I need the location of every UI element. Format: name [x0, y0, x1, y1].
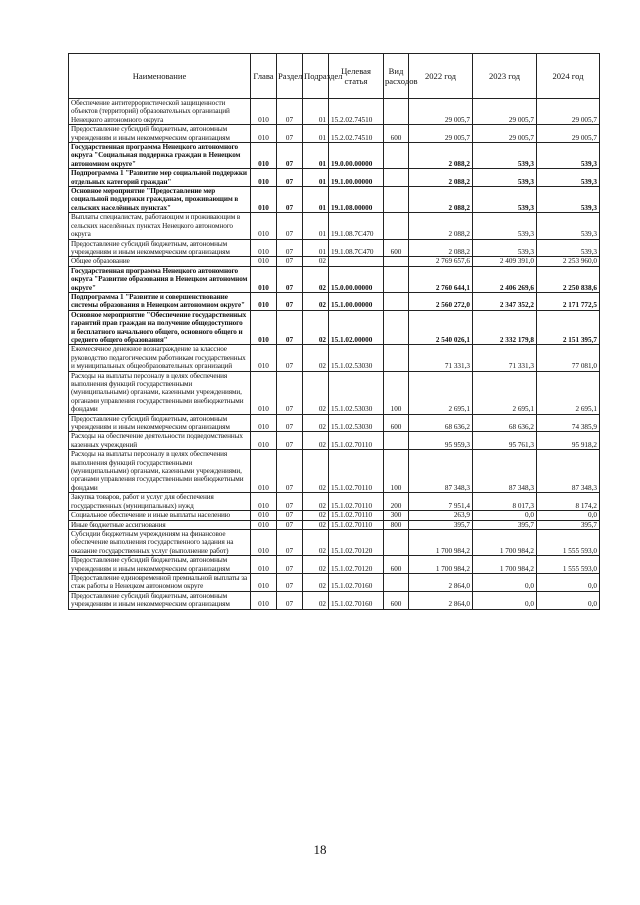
row-value-2022: 1 700 984,2: [409, 529, 473, 555]
row-expense-type: [384, 99, 409, 125]
row-glava: 010: [251, 169, 277, 187]
row-glava: 010: [251, 257, 277, 266]
header-2023: 2023 год: [473, 54, 537, 99]
row-value-2023: 2 347 352,2: [473, 292, 537, 310]
row-target-article: 15.1.00.00000: [329, 292, 384, 310]
row-value-2023: 1 700 984,2: [473, 529, 537, 555]
row-target-article: 15.2.02.74510: [329, 125, 384, 143]
row-value-2024: 95 918,2: [537, 432, 600, 450]
row-razdel: 07: [277, 169, 303, 187]
row-glava: 010: [251, 493, 277, 511]
table-row: [69, 345, 600, 371]
row-value-2022: 87 348,3: [409, 450, 473, 493]
row-value-2023: 539,3: [473, 213, 537, 239]
row-name: Выплаты специалистам, работающим и проживающим в сельских населённых пунктах Ненецкого автономного округа: [69, 213, 251, 239]
row-expense-type: [384, 266, 409, 292]
row-podrazdel: 02: [303, 450, 329, 493]
table-body: [69, 99, 600, 610]
row-value-2024: 29 005,7: [537, 99, 600, 125]
row-value-2023: 539,3: [473, 169, 537, 187]
row-value-2024: 0,0: [537, 573, 600, 591]
row-expense-type: [384, 213, 409, 239]
row-value-2023: 1 700 984,2: [473, 556, 537, 574]
row-razdel: 07: [277, 99, 303, 125]
row-glava: 010: [251, 310, 277, 345]
row-value-2024: 539,3: [537, 169, 600, 187]
row-name: Закупка товаров, работ и услуг для обеспечения государственных (муниципальных) нужд: [69, 493, 251, 511]
row-value-2024: 2 250 838,6: [537, 266, 600, 292]
row-razdel: 07: [277, 213, 303, 239]
row-name: Обеспечение антитеррористической защищенности объектов (территорий) образовательных организаций Ненецкого автономного округа: [69, 99, 251, 125]
row-value-2022: 2 695,1: [409, 371, 473, 414]
row-value-2022: 2 088,2: [409, 239, 473, 257]
row-value-2024: 8 174,2: [537, 493, 600, 511]
row-podrazdel: 02: [303, 511, 329, 520]
row-name: Ежемесячное денежное вознаграждение за классное руководство педагогическим работникам государственных и муниципальных общеобразовательных организаций: [69, 345, 251, 371]
row-razdel: 07: [277, 573, 303, 591]
row-value-2024: 74 385,9: [537, 414, 600, 432]
row-name: Предоставление субсидий бюджетным, автономным учреждениям и иным некоммерческим организациям: [69, 556, 251, 574]
row-razdel: 07: [277, 143, 303, 169]
row-value-2022: 2 769 657,6: [409, 257, 473, 266]
row-value-2024: 539,3: [537, 187, 600, 213]
row-name: Предоставление субсидий бюджетным, автономным учреждениям и иным некоммерческим организациям: [69, 591, 251, 609]
row-target-article: 19.1.08.00000: [329, 187, 384, 213]
row-podrazdel: 01: [303, 99, 329, 125]
table-row: [69, 143, 600, 169]
row-value-2023: 29 005,7: [473, 125, 537, 143]
row-podrazdel: 02: [303, 345, 329, 371]
row-value-2024: 0,0: [537, 511, 600, 520]
row-value-2023: 2 406 269,6: [473, 266, 537, 292]
row-razdel: 07: [277, 239, 303, 257]
row-expense-type: [384, 187, 409, 213]
row-value-2022: 7 951,4: [409, 493, 473, 511]
header-expense-type: Вид расходов: [384, 54, 409, 99]
row-value-2022: 29 005,7: [409, 125, 473, 143]
row-razdel: 07: [277, 371, 303, 414]
row-value-2024: 29 005,7: [537, 125, 600, 143]
row-podrazdel: 01: [303, 143, 329, 169]
table-row: [69, 169, 600, 187]
table-row: [69, 371, 600, 414]
row-podrazdel: 02: [303, 520, 329, 529]
table-row: [69, 529, 600, 555]
table-row: [69, 292, 600, 310]
row-value-2022: 95 959,3: [409, 432, 473, 450]
row-name: Предоставление единовременной премиальной выплаты за стаж работы в Ненецком автономном округе: [69, 573, 251, 591]
row-razdel: 07: [277, 591, 303, 609]
row-value-2022: 2 088,2: [409, 213, 473, 239]
row-glava: 010: [251, 591, 277, 609]
row-podrazdel: 02: [303, 591, 329, 609]
row-glava: 010: [251, 529, 277, 555]
row-target-article: 15.1.02.53030: [329, 414, 384, 432]
table-row: [69, 432, 600, 450]
row-target-article: 19.0.00.00000: [329, 143, 384, 169]
header-2022: 2022 год: [409, 54, 473, 99]
row-value-2023: 71 331,3: [473, 345, 537, 371]
header-razdel: Раздел: [277, 54, 303, 99]
row-glava: 010: [251, 239, 277, 257]
row-value-2024: 539,3: [537, 143, 600, 169]
row-glava: 010: [251, 345, 277, 371]
budget-table: [68, 53, 600, 610]
row-value-2022: 1 700 984,2: [409, 556, 473, 574]
row-value-2023: 0,0: [473, 573, 537, 591]
table-row: [69, 414, 600, 432]
row-expense-type: [384, 169, 409, 187]
row-glava: 010: [251, 511, 277, 520]
header-name: Наименование: [69, 54, 251, 99]
row-value-2024: 2 695,1: [537, 371, 600, 414]
row-value-2022: 395,7: [409, 520, 473, 529]
row-podrazdel: 02: [303, 414, 329, 432]
row-glava: 010: [251, 99, 277, 125]
row-glava: 010: [251, 573, 277, 591]
row-razdel: 07: [277, 556, 303, 574]
row-razdel: 07: [277, 266, 303, 292]
row-value-2024: 1 555 593,0: [537, 556, 600, 574]
row-name: Иные бюджетные ассигнования: [69, 520, 251, 529]
row-expense-type: 200: [384, 493, 409, 511]
row-value-2024: 2 253 960,0: [537, 257, 600, 266]
row-value-2022: 263,9: [409, 511, 473, 520]
row-glava: 010: [251, 556, 277, 574]
row-expense-type: [384, 345, 409, 371]
table-row: [69, 511, 600, 520]
row-name: Подпрограмма 1 "Развитие и совершенствование системы образования в Ненецком автономном округе": [69, 292, 251, 310]
row-target-article: 15.1.02.70120: [329, 529, 384, 555]
row-value-2024: 77 081,0: [537, 345, 600, 371]
row-value-2023: 0,0: [473, 511, 537, 520]
row-value-2023: 2 332 179,8: [473, 310, 537, 345]
row-target-article: 19.1.00.00000: [329, 169, 384, 187]
row-value-2024: 395,7: [537, 520, 600, 529]
table-row: [69, 257, 600, 266]
table-row: [69, 213, 600, 239]
row-value-2022: 29 005,7: [409, 99, 473, 125]
row-razdel: 07: [277, 187, 303, 213]
row-expense-type: [384, 310, 409, 345]
row-glava: 010: [251, 187, 277, 213]
row-podrazdel: 01: [303, 125, 329, 143]
row-target-article: 15.1.02.70160: [329, 591, 384, 609]
page-number: 18: [313, 842, 327, 857]
row-expense-type: 600: [384, 591, 409, 609]
row-target-article: 15.2.02.74510: [329, 99, 384, 125]
row-value-2022: 68 636,2: [409, 414, 473, 432]
row-name: Государственная программа Ненецкого автономного округа "Социальная поддержка граждан в Ненецком автономном округе": [69, 143, 251, 169]
row-podrazdel: 02: [303, 257, 329, 266]
row-value-2022: 2 088,2: [409, 169, 473, 187]
table-row: [69, 187, 600, 213]
row-glava: 010: [251, 143, 277, 169]
row-glava: 010: [251, 371, 277, 414]
row-expense-type: 800: [384, 520, 409, 529]
row-razdel: 07: [277, 450, 303, 493]
row-podrazdel: 02: [303, 556, 329, 574]
row-value-2023: 29 005,7: [473, 99, 537, 125]
row-value-2024: 1 555 593,0: [537, 529, 600, 555]
row-name: Расходы на выплаты персоналу в целях обеспечения выполнения функций государственными (муниципальными) органами, казенными учреждениями, органами управления государственными внебюджетными фондами: [69, 371, 251, 414]
row-podrazdel: 01: [303, 169, 329, 187]
row-podrazdel: 02: [303, 266, 329, 292]
row-glava: 010: [251, 520, 277, 529]
row-name: Основное мероприятие "Обеспечение государственных гарантий прав граждан на получение общедоступного и бесплатного начального общего, основного общего и среднего общего образования": [69, 310, 251, 345]
row-name: Субсидии бюджетным учреждениям на финансовое обеспечение выполнения государственного задания на оказание государственных услуг (выполнение работ): [69, 529, 251, 555]
row-podrazdel: 02: [303, 371, 329, 414]
budget-table-sheet: [68, 53, 599, 610]
row-podrazdel: 01: [303, 187, 329, 213]
table-row: [69, 591, 600, 609]
row-target-article: 15.1.02.70110: [329, 511, 384, 520]
row-podrazdel: 02: [303, 529, 329, 555]
row-razdel: 07: [277, 511, 303, 520]
row-podrazdel: 01: [303, 239, 329, 257]
row-target-article: 15.1.02.70110: [329, 450, 384, 493]
row-expense-type: [384, 432, 409, 450]
table-row: [69, 493, 600, 511]
row-name: Предоставление субсидий бюджетным, автономным учреждениям и иным некоммерческим организациям: [69, 239, 251, 257]
header-glava: Глава: [251, 54, 277, 99]
row-value-2023: 395,7: [473, 520, 537, 529]
row-target-article: 15.1.02.70110: [329, 432, 384, 450]
row-value-2023: 2 409 391,0: [473, 257, 537, 266]
row-razdel: 07: [277, 257, 303, 266]
header-target-article: Целевая статья: [329, 54, 384, 99]
row-value-2022: 2 560 272,0: [409, 292, 473, 310]
row-expense-type: 600: [384, 125, 409, 143]
row-expense-type: 300: [384, 511, 409, 520]
row-value-2023: 2 695,1: [473, 371, 537, 414]
row-razdel: 07: [277, 125, 303, 143]
row-razdel: 07: [277, 529, 303, 555]
row-podrazdel: 02: [303, 573, 329, 591]
row-glava: 010: [251, 450, 277, 493]
row-value-2023: 0,0: [473, 591, 537, 609]
row-glava: 010: [251, 213, 277, 239]
row-expense-type: [384, 143, 409, 169]
row-podrazdel: 02: [303, 493, 329, 511]
row-target-article: [329, 257, 384, 266]
row-name: Общее образование: [69, 257, 251, 266]
row-value-2022: 2 760 644,1: [409, 266, 473, 292]
row-value-2023: 539,3: [473, 187, 537, 213]
row-name: Социальное обеспечение и иные выплаты населению: [69, 511, 251, 520]
row-name: Расходы на обеспечение деятельности подведомственных казенных учреждений: [69, 432, 251, 450]
row-target-article: 15.1.02.53030: [329, 345, 384, 371]
row-value-2022: 71 331,3: [409, 345, 473, 371]
row-value-2022: 2 088,2: [409, 187, 473, 213]
row-value-2023: 539,3: [473, 239, 537, 257]
row-value-2022: 2 864,0: [409, 591, 473, 609]
row-razdel: 07: [277, 432, 303, 450]
row-value-2023: 95 761,3: [473, 432, 537, 450]
row-target-article: 15.1.02.53030: [329, 371, 384, 414]
row-name: Основное мероприятие "Предоставление мер социальной поддержки гражданам, проживающим в сельских населённых пунктах": [69, 187, 251, 213]
row-glava: 010: [251, 125, 277, 143]
row-expense-type: [384, 257, 409, 266]
row-expense-type: [384, 573, 409, 591]
header-2024: 2024 год: [537, 54, 600, 99]
row-podrazdel: 02: [303, 310, 329, 345]
row-expense-type: 100: [384, 371, 409, 414]
row-name: Подпрограмма 1 "Развитие мер социальной поддержки отдельных категорий граждан": [69, 169, 251, 187]
row-glava: 010: [251, 432, 277, 450]
header-podrazdel: Подраздел: [303, 54, 329, 99]
row-value-2023: 539,3: [473, 143, 537, 169]
row-name: Предоставление субсидий бюджетным, автономным учреждениям и иным некоммерческим организациям: [69, 125, 251, 143]
row-target-article: 15.1.02.70160: [329, 573, 384, 591]
table-row: [69, 450, 600, 493]
table-header-row: [69, 54, 600, 99]
row-target-article: 19.1.08.7С470: [329, 213, 384, 239]
row-razdel: 07: [277, 292, 303, 310]
row-target-article: 15.1.02.70110: [329, 493, 384, 511]
row-expense-type: 600: [384, 414, 409, 432]
row-target-article: 19.1.08.7С470: [329, 239, 384, 257]
row-expense-type: 600: [384, 556, 409, 574]
row-name: Расходы на выплаты персоналу в целях обеспечения выполнения функций государственными (муниципальными) органами, казенными учреждениями, органами управления государственными внебюджетными фондами: [69, 450, 251, 493]
row-target-article: 15.0.00.00000: [329, 266, 384, 292]
row-glava: 010: [251, 266, 277, 292]
row-value-2024: 2 151 395,7: [537, 310, 600, 345]
table-row: [69, 573, 600, 591]
row-expense-type: [384, 292, 409, 310]
row-value-2022: 2 088,2: [409, 143, 473, 169]
row-value-2024: 2 171 772,5: [537, 292, 600, 310]
table-row: [69, 556, 600, 574]
row-glava: 010: [251, 292, 277, 310]
row-expense-type: 100: [384, 450, 409, 493]
row-value-2022: 2 540 026,1: [409, 310, 473, 345]
table-row: [69, 99, 600, 125]
row-target-article: 15.1.02.00000: [329, 310, 384, 345]
row-glava: 010: [251, 414, 277, 432]
row-value-2023: 68 636,2: [473, 414, 537, 432]
row-value-2023: 8 017,3: [473, 493, 537, 511]
row-razdel: 07: [277, 310, 303, 345]
row-name: Предоставление субсидий бюджетным, автономным учреждениям и иным некоммерческим организациям: [69, 414, 251, 432]
row-target-article: 15.1.02.70110: [329, 520, 384, 529]
table-row: [69, 520, 600, 529]
row-value-2024: 539,3: [537, 213, 600, 239]
table-row: [69, 125, 600, 143]
row-podrazdel: 01: [303, 213, 329, 239]
row-value-2024: 87 348,3: [537, 450, 600, 493]
row-name: Государственная программа Ненецкого автономного округа "Развитие образования в Ненецком автономном округе": [69, 266, 251, 292]
row-target-article: 15.1.02.70120: [329, 556, 384, 574]
row-value-2024: 0,0: [537, 591, 600, 609]
row-razdel: 07: [277, 345, 303, 371]
table-row: [69, 266, 600, 292]
row-razdel: 07: [277, 520, 303, 529]
row-value-2022: 2 864,0: [409, 573, 473, 591]
row-expense-type: [384, 529, 409, 555]
row-podrazdel: 02: [303, 432, 329, 450]
row-razdel: 07: [277, 493, 303, 511]
row-value-2023: 87 348,3: [473, 450, 537, 493]
table-row: [69, 239, 600, 257]
row-podrazdel: 02: [303, 292, 329, 310]
row-expense-type: 600: [384, 239, 409, 257]
row-value-2024: 539,3: [537, 239, 600, 257]
row-razdel: 07: [277, 414, 303, 432]
table-row: [69, 310, 600, 345]
